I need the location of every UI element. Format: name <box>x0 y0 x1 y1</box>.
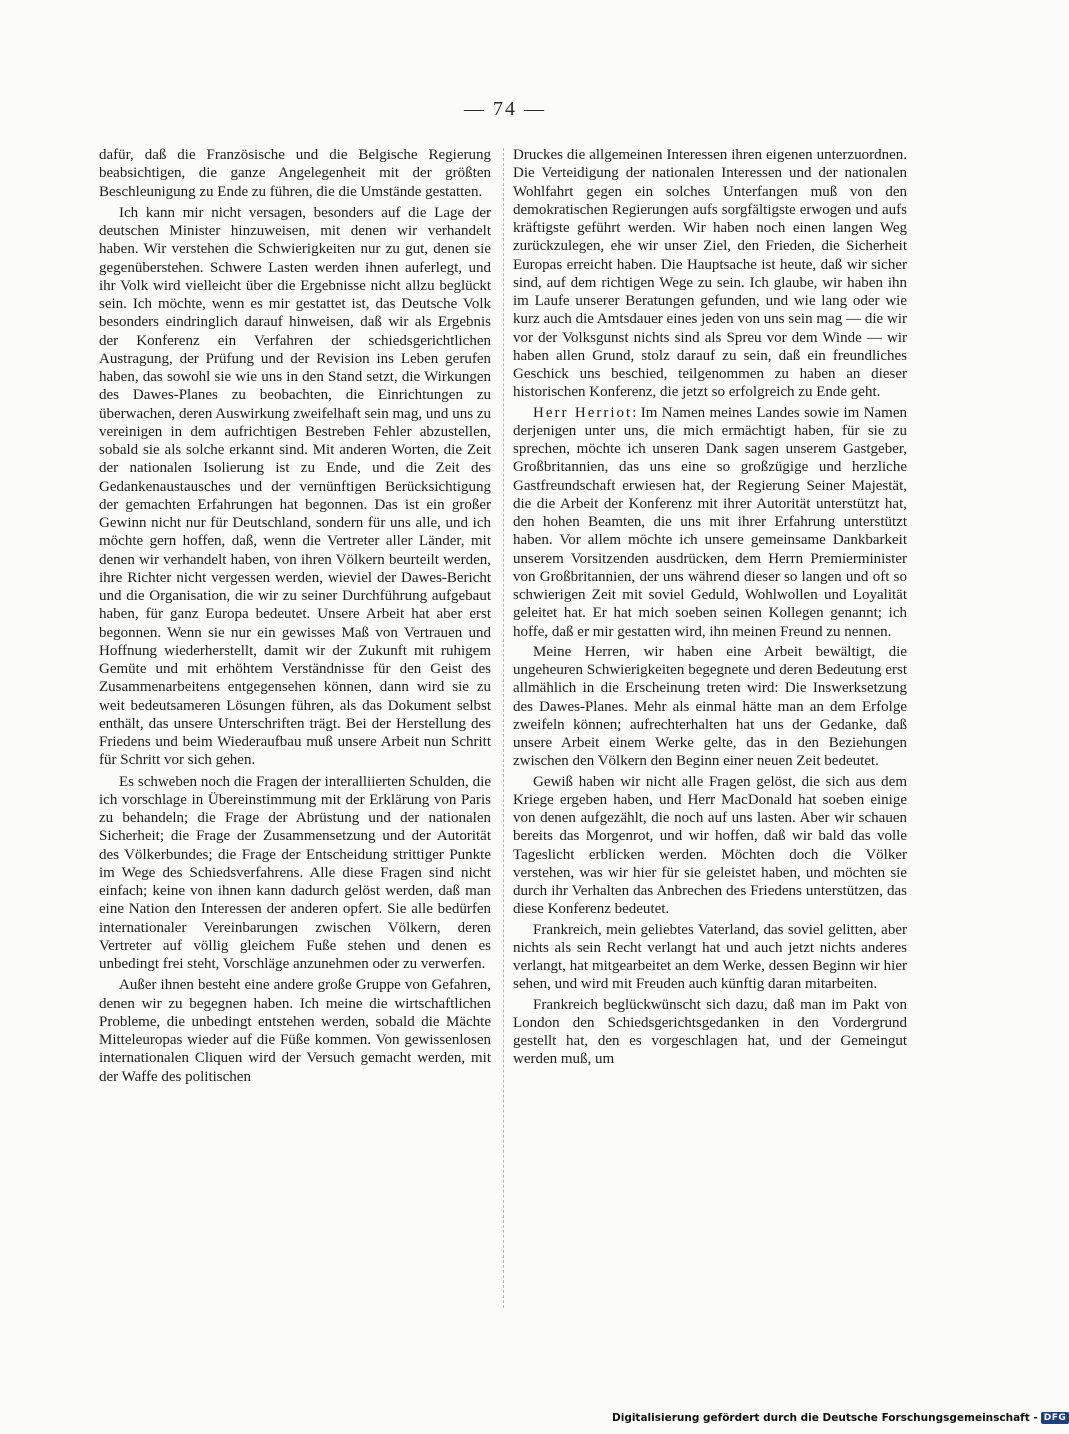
dfg-logo-icon: DFG <box>1041 1412 1069 1424</box>
paragraph: dafür, daß die Französische und die Belgische Regierung beabsichtigen, die ganze Angelegenheit mit der größten Beschleunigung zu Ende zu führen, die die Umstände gestatten. <box>99 147 491 200</box>
paragraph: Druckes die allgemeinen Interessen ihren eigenen unterzuordnen. Die Verteidigung der nationalen Interessen und der nationalen Wohlfahrt gegen ein solches Unterfangen muß von den demokratischen Regierungen aufs sorgfältigste erwogen und aufs kräftigste geführt werden. Wir haben noch einen langen Weg zurückzulegen, ehe wir unser Ziel, den Frieden, die Sicherheit Europas erreicht haben. Die Hauptsache ist heute, daß wir sicher sind, auf dem richtigen Wege zu sein. Ich glaube, wir haben ihn im Laufe unserer Beratungen gefunden, und wie lang oder wie kurz auch die Amtsdauer eines jeden von uns sein mag — die wir vor der Volksgunst nichts sind als Spreu vor dem Winde — wir haben allen Grund, stolz darauf zu sein, daß ein freundliches Geschick uns beschied, teilgenommen zu haben an dieser historischen Konferenz, die jetzt so erfolgreich zu Ende geht. <box>513 147 907 401</box>
paragraph: Gewiß haben wir nicht alle Fragen gelöst, die sich aus dem Kriege ergeben haben, und Herr MacDonald hat soeben einige von denen aufgezählt, die noch auf uns lasten. Aber wir schauen bereits das Morgenrot, und wir hoffen, daß wir bald das volle Tageslicht erblicken werden. Möchten doch die Völker verstehen, was wir hier für sie geleistet haben, und möchten sie durch ihr Verhalten das Anbrechen des Friedens unterstützen, das diese Konferenz bedeutet. <box>513 773 907 918</box>
paragraph: Frankreich, mein geliebtes Vaterland, das soviel gelitten, aber nichts als sein Recht verlangt hat und auch jetzt nichts anderes verlangt, hat mitgearbeitet an dem Werke, dessen Beginn wir hier sehen, und wird mit Freuden auch künftig daran mitarbeiten. <box>513 921 907 993</box>
speech-text: : Im Namen meines Landes sowie im Namen derjenigen unter uns, die mich ermächtigt haben, für sie zu sprechen, möchte ich unseren Dank sagen unserem Gastgeber, Großbritannien, das uns eine so großzügige und herzliche Gastfreundschaft erwiesen hat, der Regierung Seiner Majestät, die die Arbeit der Konferenz mit ihrer Autorität unterstützt hat, den hohen Beamten, die uns mit ihrer Erfahrung unterstützt haben. Vor allem möchte ich unsere gemeinsame Dankbarkeit unserem Vorsitzenden ausdrücken, dem Herrn Premierminister von Großbritannien, der uns während dieser so langen und oft so schwierigen Zeit mit soviel Geduld, Wohlwollen und Loyalität geleitet hat. Er hat mich soeben seinen Kollegen genannt; ich hoffe, daß er mir gestatten wird, ihn meinen Freund zu nennen. <box>513 404 907 640</box>
column-divider <box>503 148 504 1308</box>
digitization-credit <box>612 1412 1069 1424</box>
page-number: — 74 — <box>464 98 546 120</box>
right-column <box>513 146 907 1069</box>
credit-text: Digitalisierung gefördert durch die Deutsche Forschungsgemeinschaft - <box>612 1412 1038 1424</box>
paragraph: Ich kann mir nicht versagen, besonders auf die Lage der deutschen Minister hinzuweisen, mit denen wir verhandelt haben. Wir verstehen die Schwierigkeiten nur zu gut, denen sie gegenüberstehen. Schwere Lasten werden ihnen auferlegt, und ihr Volk wird vielleicht über die Ergebnisse nicht allzu beglückt sein. Ich möchte, wenn es mir gestattet ist, das Deutsche Volk besonders eindringlich darauf hinweisen, daß wir als Ergebnis der Konferenz ein Verfahren der schiedsgerichtlichen Austragung, der Prüfung und der Revision ins Leben gerufen haben, das sowohl sie wie uns in den Stand setzt, die Wirkungen des Dawes-Planes zu beobachten, die Einrichtungen zu überwachen, deren Auswirkung zweifelhaft sein mag, und uns zu vereinigen in dem aufrichtigen Bestreben Fehler abzustellen, sobald sie als solche erkannt sind. Mit anderen Worten, die Zeit der nationalen Isolierung ist zu Ende, und die Zeit des Gedankenaustausches und der vernünftigen Berücksichtigung der gemachten Erfahrungen hat begonnen. Das ist ein großer Gewinn nicht nur für Deutschland, sondern für uns alle, und ich möchte gern hoffen, daß, wenn die Vertreter aller Länder, mit denen wir verhandelt haben, von ihren Völkern beurteilt werden, ihre Richter nicht vergessen werden, wieviel der Dawes-Bericht und die Organisation, die wir zu seiner Durchführung aufgebaut haben, für ganz Europa bedeutet. Unsere Arbeit hat aber erst begonnen. Wenn sie nur ein gewisses Maß von Vertrauen und Hoffnung wiederherstellt, damit wir der Zukunft mit ruhigem Gemüte und mit erhöhtem Verständnisse für den Geist des Zusammenarbeitens entgegensehen können, dann wird sie zu weit bedeutsameren Lösungen führen, als das Dokument selbst enthält, das unsere Unterschriften trägt. Bei der Herstellung des Friedens und beim Wiederaufbau muß unsere Arbeit nun Schritt für Schritt vor sich gehen. <box>99 204 491 769</box>
left-column <box>99 146 491 1086</box>
speaker-name: Herr Herriot <box>533 404 633 421</box>
paragraph: Es schweben noch die Fragen der interalliierten Schulden, die ich vorschlage in Übereinstimmung mit der Erklärung von Paris zu behandeln; die Frage der Abrüstung und der nationalen Sicherheit; die Frage der Zusammensetzung und der Autorität des Völkerbundes; die Frage der Entscheidung strittiger Punkte im Wege des Schiedsverfahrens. Alle diese Fragen sind nicht einfach; keine von ihnen kann dadurch gelöst werden, daß man eine Nation den Interessen der anderen opfert. Sie alle bedürfen internationaler Vereinbarungen zwischen Völkern, deren Vertreter auf völlig gleichem Fuße stehen und denen es unbedingt frei steht, Vorschläge anzunehmen oder zu verwerfen. <box>99 773 491 972</box>
paragraph <box>513 404 907 641</box>
paragraph: Außer ihnen besteht eine andere große Gruppe von Gefahren, denen wir zu begegnen haben. Ich meine die wirtschaftlichen Probleme, die unbedingt entstehen werden, sobald die Mächte Mitteleuropas wieder auf die Füße kommen. Von gewissenlosen internationalen Cliquen wird der Versuch gemacht werden, mit der Waffe des politischen <box>99 977 491 1085</box>
paragraph: Meine Herren, wir haben eine Arbeit bewältigt, die ungeheuren Schwierigkeiten begegnete und deren Bedeutung erst allmählich in die Erscheinung treten wird: Die Inswerksetzung des Dawes-Planes. Mehr als einmal hätte man an dem Erfolge zweifeln können; aufrechterhalten hat uns der Gedanke, daß unsere Arbeit einem Werke gelte, das in den Beziehungen zwischen den Völkern den Beginn einer neuen Zeit bedeutet. <box>513 643 907 770</box>
paragraph: Frankreich beglückwünscht sich dazu, daß man im Pakt von London den Schiedsgerichtsgedanken in den Vordergrund gestellt hat, den es vorgeschlagen hat, und der Gemeingut werden muß, um <box>513 996 907 1068</box>
